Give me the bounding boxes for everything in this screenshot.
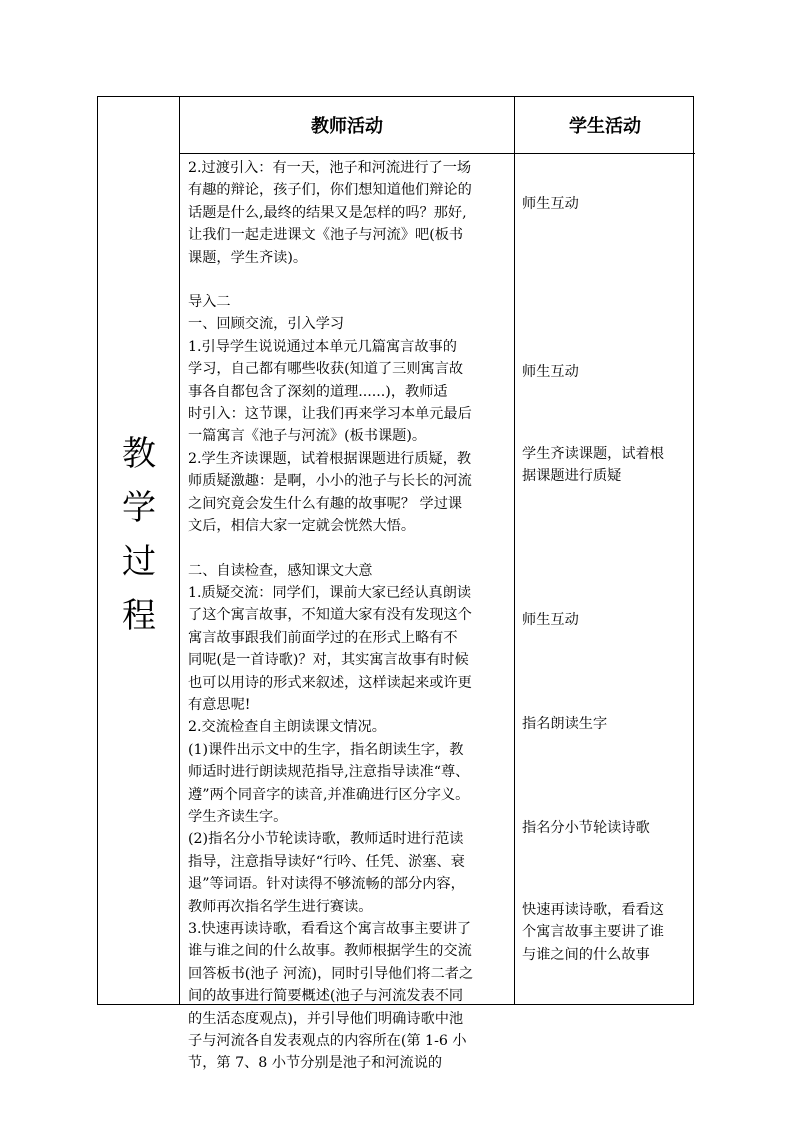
teacher-text-line: 退”等词语。针对读得不够流畅的部分内容， [188,876,465,893]
teacher-text-line: 文后，相信大家一定就会恍然大悟。 [188,518,416,535]
student-activity-item [522,193,688,215]
teacher-text-line: 2.交流检查自主朗读课文情况。 [188,719,386,736]
teacher-text-line: 回答板书(池子 河流)，同时引导他们将二者之 [188,965,474,982]
side-char: 教 [122,434,156,474]
student-text-line: 个寓言故事主要讲了谁 [522,924,664,941]
teacher-text-line: 同呢(是一首诗歌)？对，其实寓言故事有时候 [188,652,469,669]
student-text-line: 与谁之间的什么故事 [522,946,650,963]
teacher-text-line: 事各自都包含了深刻的道理......)，教师适 [188,383,448,400]
student-text-line: 学生齐读课题，试着根 [522,446,664,462]
teacher-text-line: 之间究竟会发生什么有趣的故事呢？ 学过课 [188,495,463,512]
teacher-text-line: 1.质疑交流：同学们，课前大家已经认真朗读 [188,584,472,601]
teacher-activity-header: 教师活动 [311,116,383,137]
teacher-text-line: 1.引导学生说说通过本单元几篇寓言故事的 [188,338,457,355]
student-text-line: 指名分小节轮读诗歌 [522,820,650,836]
teacher-text-line: 节，第 7、8 小节分别是池子和河流说的 [188,1055,443,1072]
teacher-text-line: 学生齐读生字。 [188,808,288,825]
teacher-text-line: 3.快速再读诗歌，看看这个寓言故事主要讲了 [188,921,472,937]
teacher-text-line: 让我们一起走进课文《池子与河流》吧(板书 [188,227,464,244]
teacher-text-line: 2.过渡引入：有一天，池子和河流进行了一场 [188,160,472,176]
student-text-line: 指名朗读生字 [522,716,608,732]
teacher-text-line: 也可以用诗的形式来叙述，这样读起来或许更 [188,674,472,691]
teacher-text-line: 间的故事进行简要概述(池子与河流发表不同 [188,988,464,1005]
student-activity-item [522,361,688,383]
teacher-text-line [188,538,510,560]
teacher-text-line: 子与河流各自发表观点的内容所在(第 1-6 小 [188,1033,467,1050]
teacher-text-line: 师质疑激趣：是啊，小小的池子与长长的河流 [188,473,472,490]
teacher-text-line: 寓言故事跟我们前面学过的在形式上略有不 [188,629,458,646]
teacher-text-line: 一、回顾交流，引入学习 [188,316,345,333]
lesson-table [97,96,694,1072]
student-text-line: 师生互动 [522,612,579,628]
teacher-text-line: 2.学生齐读课题，试着根据课题进行质疑，教 [188,450,472,467]
side-char: 学 [122,488,156,528]
teacher-activity-content [188,157,510,1075]
teacher-text-line: 教师再次指名学生进行赛读。 [188,898,373,915]
teacher-text-line: 师适时进行朗读规范指导,注意指导读准“尊、 [188,764,470,781]
student-activity-item [522,899,688,966]
teacher-text-line: (1)课件出示文中的生字，指名朗读生字，教 [188,741,464,758]
student-text-line: 师生互动 [522,364,579,380]
side-char: 程 [122,596,156,636]
student-activity-item [522,443,688,488]
student-activity-header: 学生活动 [569,116,641,137]
teacher-text-line: 一篇寓言《池子与河流》(板书课题)。 [188,428,427,445]
student-text-line: 快速再读诗歌，看看这 [522,902,664,918]
teacher-text-line: 有趣的辩论，孩子们，你们想知道他们辩论的 [188,182,472,199]
student-activity-item [522,713,688,735]
teacher-text-line: 有意思呢! [188,696,251,713]
teacher-text-line: 导入二 [188,294,231,311]
header-divider [180,153,695,154]
side-char: 过 [122,542,156,582]
teacher-text-line: 课题，学生齐读)。 [188,249,308,266]
teacher-text-line: 学习，自己都有哪些收获(知道了三则寓言故 [188,361,464,378]
student-activity-item [522,609,688,631]
column-divider [514,97,515,1004]
student-text-line: 师生互动 [522,196,579,212]
teacher-text-line: 遵”两个同音字的读音,并准确进行区分字义。 [188,786,470,803]
teacher-text-line: (2)指名分小节轮读诗歌，教师适时进行范读 [188,831,464,848]
teacher-text-line: 了这个寓言故事，不知道大家有没有发现这个 [188,607,472,624]
teacher-text-line: 话题是什么,最终的结果又是怎样的吗？那好, [188,204,467,221]
teacher-text-line: 谁与谁之间的什么故事。教师根据学生的交流 [188,943,472,960]
teacher-text-line: 指导，注意指导读好“行吟、任凭、淤塞、衰 [188,853,465,870]
teaching-process-label [98,427,180,643]
student-text-line: 据课题进行质疑 [522,468,622,485]
teacher-text-line: 二、自读检查，感知课文大意 [188,562,373,579]
teacher-text-line: 时引入：这节课，让我们再来学习本单元最后 [188,406,472,423]
teacher-text-line: 的生活态度观点)，并引导他们明确诗歌中池 [188,1010,464,1027]
teacher-text-line [188,269,510,291]
student-activity-item [522,817,688,839]
